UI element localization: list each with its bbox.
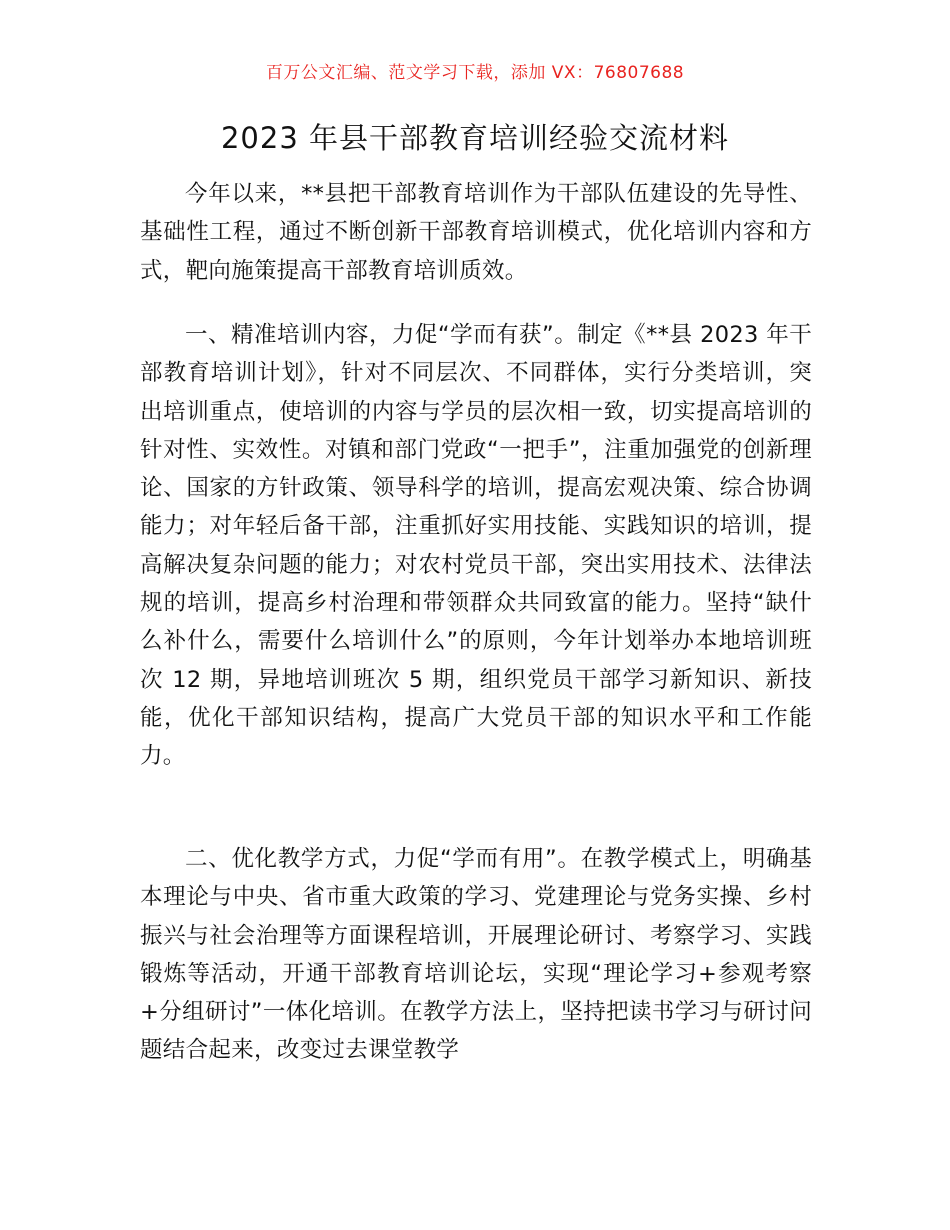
paragraph-intro: 今年以来，**县把干部教育培训作为干部队伍建设的先导性、基础性工程，通过不断创新干部教育培训模式，优化培训内容和方式，靶向施策提高干部教育培训质效。 xyxy=(140,181,812,284)
paragraph-3-block xyxy=(140,840,812,1070)
paragraph-section-two: 二、优化教学方式，力促“学而有用”。在教学模式上，明确基本理论与中央、省市重大政策的学习、党建理论与党务实操、乡村振兴与社会治理等方面课程培训，开展理论研讨、考察学习、实践锻炼等活动，开通干部教育培训论坛，实现“理论学习+参观考察+分组研讨”一体化培训。在教学方法上，坚持把读书学习与研讨问题结合起来，改变过去课堂教学 xyxy=(140,846,812,1064)
paragraph-1-block xyxy=(140,175,812,290)
paragraph-section-one: 一、精准培训内容，力促“学而有获”。制定《**县 2023 年干部教育培训计划》，针对不同层次、不同群体，实行分类培训，突出培训重点，使培训的内容与学员的层次相一致，切实提高培训的针对性、实效性。对镇和部门党政“一把手”，注重加强党的创新理论、国家的方针政策、领导科学的培训，提高宏观决策、综合协调能力；对年轻后备干部，注重抓好实用技能、实践知识的培训，提高解决复杂问题的能力；对农村党员干部，突出实用技术、法律法规的培训，提高乡村治理和带领群众共同致富的能力。坚持“缺什么补什么，需要什么培训什么”的原则，今年计划举办本地培训班次 12 期，异地培训班次 5 期，组织党员干部学习新知识、新技能，优化干部知识结构，提高广大党员干部的知识水平和工作能力。 xyxy=(140,322,812,770)
document-title: 2023 年县干部教育培训经验交流材料 xyxy=(220,121,730,155)
header-note: 百万公文汇编、范文学习下载，添加 VX：76807688 xyxy=(265,63,685,83)
paragraph-2-block xyxy=(140,316,812,776)
